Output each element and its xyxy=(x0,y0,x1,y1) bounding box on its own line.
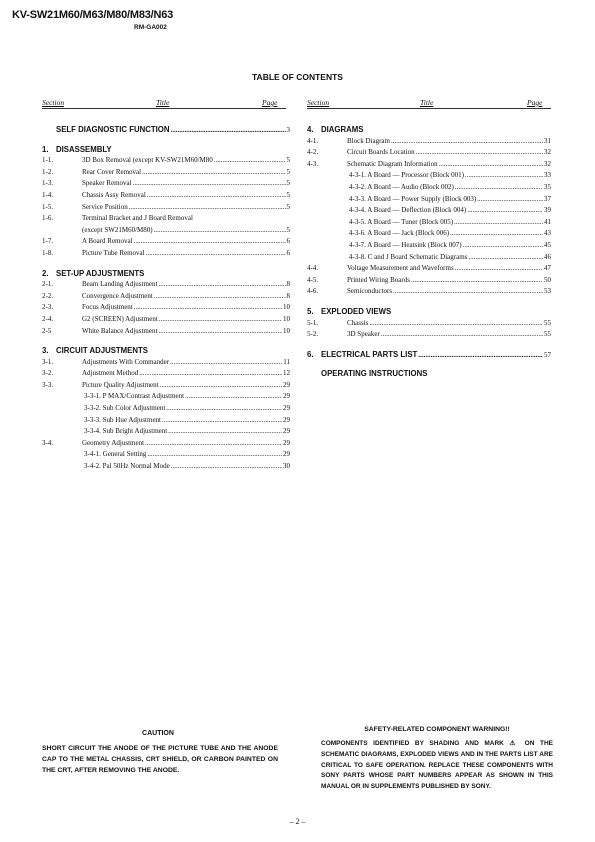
page-ref: 11 xyxy=(283,357,290,366)
leader-dots xyxy=(145,438,282,450)
toc-number: 2-4. xyxy=(42,314,54,323)
toc-number: 1-2. xyxy=(42,167,54,176)
toc-entry xyxy=(42,438,290,450)
toc-number: 2-2. xyxy=(42,291,54,300)
page-ref: 46 xyxy=(544,252,551,261)
toc-number: 5-1. xyxy=(307,318,319,327)
entry-title: Service Position xyxy=(82,202,128,211)
section-title: OPERATING INSTRUCTIONS xyxy=(321,369,428,379)
caution-title: CAUTION xyxy=(142,730,174,737)
entry-title: Printed Wiring Boards xyxy=(347,275,410,284)
col-header-page-left: Page xyxy=(262,98,278,107)
remote-model: RM-GA002 xyxy=(134,24,167,31)
page-ref: 6 xyxy=(286,248,290,257)
leader-dots xyxy=(139,368,282,380)
section-title: DISASSEMBLY xyxy=(56,144,112,154)
toc-subentry xyxy=(307,228,551,240)
entry-title: 4-3-3. A Board — Power Supply (Block 003) xyxy=(349,194,477,203)
toc-entry xyxy=(42,190,290,202)
leader-dots xyxy=(147,190,286,202)
page-ref: 8 xyxy=(286,280,290,289)
page-ref: 8 xyxy=(286,291,290,300)
toc-entry xyxy=(42,326,290,338)
page-ref: 32 xyxy=(544,159,551,168)
toc-entry xyxy=(307,286,551,298)
page-ref: 31 xyxy=(544,136,551,145)
page-ref: 10 xyxy=(283,303,290,312)
page-ref: 5 xyxy=(286,225,290,234)
entry-title: 4-3-2. A Board — Audio (Block 002) xyxy=(349,182,454,191)
leader-dots xyxy=(455,182,543,194)
entry-title: A Board Removal xyxy=(82,237,133,246)
toc-number: 4. xyxy=(307,125,314,134)
section-title: SET-UP ADJUSTMENTS xyxy=(56,268,145,278)
toc-number: 1-7. xyxy=(42,237,54,246)
leader-dots xyxy=(416,147,543,159)
leader-dots xyxy=(185,391,282,403)
toc-entry xyxy=(307,329,551,341)
leader-dots xyxy=(454,217,543,229)
toc-number: 4-3. xyxy=(307,159,319,168)
toc-section-heading xyxy=(42,268,290,280)
toc-number: 2-5 xyxy=(42,326,52,335)
toc-subentry xyxy=(307,252,551,264)
toc-number: 2-1. xyxy=(42,280,54,289)
toc-subentry xyxy=(42,403,290,415)
caution-text: SHORT CIRCUIT THE ANODE OF THE PICTURE TUBE AND THE ANODE CAP TO THE METAL CHASSIS, CRT SHIELD, OR CARBON PAINTED ON THE CRT, AFTER REMOVING THE ANODE. xyxy=(42,745,278,774)
page-ref: 45 xyxy=(544,240,551,249)
section-title: DIAGRAMS xyxy=(321,125,364,134)
page-ref: 55 xyxy=(544,318,551,327)
section-title: CIRCUIT ADJUSTMENTS xyxy=(56,346,148,356)
entry-title: 4-3-4. A Board — Deflection (Block 004) xyxy=(349,206,467,215)
leader-dots xyxy=(467,205,543,217)
entry-title: 4-3-5. A Board — Tuner (Block 005) xyxy=(349,217,454,226)
leader-dots xyxy=(477,194,543,206)
toc-subentry xyxy=(307,240,551,252)
page-ref: 10 xyxy=(283,326,290,335)
toc-entry xyxy=(42,302,290,314)
toc-right-column xyxy=(307,124,551,380)
page-ref: 5 xyxy=(286,167,290,176)
toc-number: 1-5. xyxy=(42,202,54,211)
col-header-page-right: Page xyxy=(527,98,543,107)
leader-dots xyxy=(170,357,282,369)
entry-title: G2 (SCREEN) Adjustment xyxy=(82,314,158,323)
entry-title: Convergence Adjustment xyxy=(82,291,153,300)
leader-dots xyxy=(158,326,282,338)
leader-dots xyxy=(411,275,543,287)
section-gap xyxy=(42,260,290,268)
section-gap xyxy=(307,298,551,306)
leader-dots xyxy=(147,449,282,461)
leader-dots xyxy=(154,291,286,303)
toc-subentry xyxy=(307,170,551,182)
entry-title: Speaker Removal xyxy=(82,179,132,188)
entry-title: Schematic Diagram Information xyxy=(347,159,438,168)
page-ref: 35 xyxy=(544,182,551,191)
page-ref: 29 xyxy=(283,438,290,447)
page-ref: 39 xyxy=(544,206,551,215)
col-header-section-left: Section xyxy=(42,98,65,107)
toc-number: 4-4. xyxy=(307,264,319,273)
leader-dots xyxy=(468,252,543,264)
page-ref: 43 xyxy=(544,229,551,238)
toc-subentry xyxy=(42,461,290,473)
entry-title: 3-4-2. Pal 50Hz Normal Mode xyxy=(84,462,170,471)
section-gap xyxy=(307,360,551,368)
toc-number: 2-3. xyxy=(42,303,54,312)
toc-number: 1-8. xyxy=(42,248,54,257)
entry-title: Terminal Bracket and J Board Removal xyxy=(82,214,193,223)
toc-number: 3-2. xyxy=(42,369,54,378)
entry-title: Circuit Boards Location xyxy=(347,148,415,157)
toc-entry xyxy=(307,147,551,159)
toc-section-heading xyxy=(307,306,551,318)
toc-number: 3-4. xyxy=(42,438,54,447)
toc-number: 5. xyxy=(307,306,314,316)
toc-entry xyxy=(307,275,551,287)
toc-entry xyxy=(42,291,290,303)
toc-entry xyxy=(42,357,290,369)
page-ref: 29 xyxy=(283,427,290,436)
leader-dots xyxy=(160,380,282,392)
entry-title: Semiconductors xyxy=(347,287,393,296)
page-ref: 29 xyxy=(283,380,290,389)
entry-title: Adjustments With Commander xyxy=(82,357,170,366)
toc-entry xyxy=(42,314,290,326)
page-ref: 5 xyxy=(286,156,290,165)
entry-title: 4-3-7. A Board — Heatsink (Block 007) xyxy=(349,240,462,249)
leader-dots xyxy=(391,136,543,148)
page-ref: 57 xyxy=(544,350,551,359)
entry-title: 3-3-2. Sub Color Adjustment xyxy=(84,404,166,413)
page-ref: 32 xyxy=(544,148,551,157)
leader-dots xyxy=(154,225,286,237)
page-ref: 29 xyxy=(283,450,290,459)
toc-number: 4-6. xyxy=(307,287,319,296)
entry-title: (except SW21M60/M80) xyxy=(82,225,153,234)
entry-title: Chassis Assy Removal xyxy=(82,190,146,199)
toc-entry xyxy=(307,263,551,275)
page-ref: 55 xyxy=(544,330,551,339)
entry-title: Voltage Measurement and Waveforms xyxy=(347,264,454,273)
section-title: EXPLODED VIEWS xyxy=(321,306,392,316)
entry-title: Focus Adjustment xyxy=(82,303,133,312)
entry-title: Adjustment Method xyxy=(82,369,139,378)
entry-title: Geometry Adjustment xyxy=(82,438,145,447)
leader-dots xyxy=(142,167,285,179)
leader-dots xyxy=(369,318,543,330)
entry-title: Picture Quality Adjustment xyxy=(82,380,159,389)
leader-dots xyxy=(455,263,543,275)
page-number: – 2 – xyxy=(289,817,306,826)
entry-title: Chassis xyxy=(347,318,369,327)
safety-warning-title: SAFETY-RELATED COMPONENT WARNING!! xyxy=(364,726,510,733)
toc-entry xyxy=(307,159,551,171)
toc-entry xyxy=(42,202,290,214)
toc-number: 2. xyxy=(42,268,49,278)
toc-number: 3-3. xyxy=(42,380,54,389)
toc-heading: TABLE OF CONTENTS xyxy=(252,72,343,82)
leader-dots xyxy=(450,228,543,240)
page-ref: 12 xyxy=(283,369,290,378)
toc-subentry xyxy=(42,449,290,461)
header-rule-left xyxy=(42,108,286,109)
toc-section-heading xyxy=(307,124,551,136)
page-ref: 41 xyxy=(544,217,551,226)
entry-title: SELF DIAGNOSTIC FUNCTION xyxy=(56,125,170,134)
leader-dots xyxy=(168,426,282,438)
page-ref: 50 xyxy=(544,275,551,284)
toc-number: 1-1. xyxy=(42,156,54,165)
toc-number: 5-2. xyxy=(307,330,319,339)
toc-section-heading xyxy=(307,368,551,380)
toc-entry xyxy=(42,167,290,179)
entry-title: 3-3-3. Sub Hue Adjustment xyxy=(84,415,161,424)
toc-entry xyxy=(307,318,551,330)
toc-entry xyxy=(42,248,290,260)
toc-number: 1. xyxy=(42,144,49,154)
leader-dots xyxy=(381,329,543,341)
leader-dots xyxy=(439,159,543,171)
toc-number: 1-4. xyxy=(42,190,54,199)
entry-title: Rear Cover Removal xyxy=(82,167,142,176)
section-gap xyxy=(42,136,290,144)
toc-left-column xyxy=(42,124,290,473)
entry-title: 4-3-8. C and J Board Schematic Diagrams xyxy=(349,252,468,261)
leader-dots xyxy=(162,415,282,427)
leader-dots xyxy=(146,248,286,260)
toc-number: 4-2. xyxy=(307,148,319,157)
toc-entry xyxy=(42,178,290,190)
page-ref: 53 xyxy=(544,287,551,296)
page-ref: 3 xyxy=(286,126,290,134)
header-rule-right xyxy=(307,108,551,109)
toc-number: 4-1. xyxy=(307,136,319,145)
page-ref: 29 xyxy=(283,404,290,413)
page-ref: 5 xyxy=(286,202,290,211)
entry-title: 3-3-1. P MAX/Contrast Adjustment xyxy=(84,392,185,401)
page-ref: 30 xyxy=(283,462,290,471)
page-ref: 37 xyxy=(544,194,551,203)
toc-subentry xyxy=(307,217,551,229)
page-ref: 33 xyxy=(544,171,551,180)
toc-headline-entry xyxy=(42,124,290,136)
entry-title: Block Diagram xyxy=(347,136,390,145)
leader-dots xyxy=(159,314,282,326)
toc-entry xyxy=(42,380,290,392)
leader-dots xyxy=(463,240,543,252)
entry-title: White Balance Adjustment xyxy=(82,326,158,335)
toc-subentry xyxy=(42,426,290,438)
toc-section-heading xyxy=(42,345,290,357)
page-ref: 47 xyxy=(544,264,551,273)
col-header-title-right: Title xyxy=(420,98,434,107)
entry-title: 4-3-6. A Board — Jack (Block 006) xyxy=(349,229,450,238)
toc-entry xyxy=(42,225,290,237)
section-gap xyxy=(42,337,290,345)
toc-number: 1-6. xyxy=(42,214,54,223)
toc-headline-entry xyxy=(307,349,551,361)
toc-number: 4-5. xyxy=(307,275,319,284)
page-ref: 5 xyxy=(286,179,290,188)
toc-number: 3. xyxy=(42,346,49,356)
entry-title: Beam Landing Adjustment xyxy=(82,280,158,289)
col-header-title-left: Title xyxy=(156,98,170,107)
toc-entry xyxy=(42,279,290,291)
toc-subentry xyxy=(307,205,551,217)
entry-title: 3D Box Removal (except KV-SW21M60/M80 xyxy=(82,156,213,165)
toc-entry xyxy=(307,136,551,148)
leader-dots xyxy=(134,236,286,248)
model-title: KV-SW21M60/M63/M80/M83/N63 xyxy=(12,9,174,21)
entry-title: Picture Tube Removal xyxy=(82,248,145,257)
toc-entry xyxy=(42,155,290,167)
entry-title: 3D Speaker xyxy=(347,330,380,339)
toc-number: 1-3. xyxy=(42,179,54,188)
page-ref: 10 xyxy=(283,314,290,323)
toc-number: 6. xyxy=(307,349,314,359)
safety-warning-text: COMPONENTS IDENTIFIED BY SHADING AND MARK ⚠ ON THE SCHEMATIC DIAGRAMS, EXPLODED VIEWS AND IN THE PARTS LIST ARE CRITICAL TO SAFE OPERATION. REPLACE THESE COMPONENTS WITH SONY PARTS WHOSE PART NUMBERS APPEAR AS SHOWN IN THIS MANUAL OR IN SUPPLEMENTS PUBLISHED BY SONY. xyxy=(321,740,553,791)
entry-title: 3-3-4. Sub Bright Adjustment xyxy=(84,427,168,436)
leader-dots xyxy=(158,279,285,291)
entry-title: ELECTRICAL PARTS LIST xyxy=(321,349,418,359)
leader-dots xyxy=(171,125,286,137)
entry-title: 4-3-1. A Board — Processor (Block 001) xyxy=(349,171,464,180)
toc-subentry xyxy=(307,194,551,206)
toc-subentry xyxy=(42,415,290,427)
leader-dots xyxy=(214,155,286,167)
toc-subentry xyxy=(307,182,551,194)
leader-dots xyxy=(393,286,543,298)
leader-dots xyxy=(465,170,543,182)
toc-number: 3-1. xyxy=(42,357,54,366)
toc-subentry xyxy=(42,391,290,403)
toc-entry xyxy=(42,213,290,225)
leader-dots xyxy=(129,202,286,214)
leader-dots xyxy=(171,461,282,473)
col-header-section-right: Section xyxy=(307,98,330,107)
leader-dots xyxy=(418,350,543,362)
leader-dots xyxy=(134,302,282,314)
toc-entry xyxy=(42,368,290,380)
leader-dots xyxy=(166,403,282,415)
entry-title: 3-4-1. General Setting xyxy=(84,450,147,459)
page-ref: 29 xyxy=(283,392,290,401)
page-ref: 6 xyxy=(286,237,290,246)
leader-dots xyxy=(133,178,286,190)
page-ref: 5 xyxy=(286,190,290,199)
toc-entry xyxy=(42,236,290,248)
page-ref: 29 xyxy=(283,415,290,424)
section-gap xyxy=(307,341,551,349)
toc-section-heading xyxy=(42,144,290,156)
